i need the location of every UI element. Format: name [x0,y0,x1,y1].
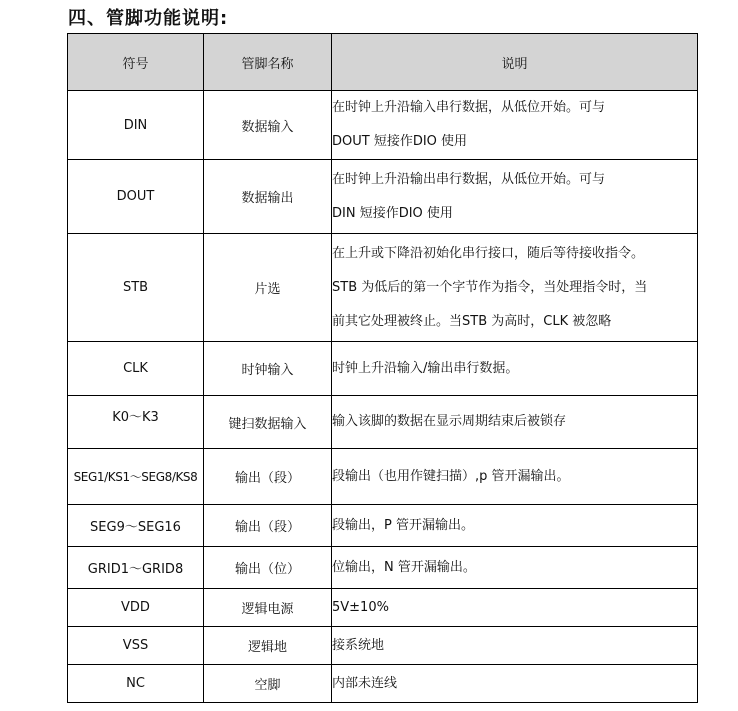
pin-name: 逻辑电源 [204,589,332,627]
pin-description [332,396,698,449]
pin-symbol: VSS [68,627,204,665]
pin-name: 时钟输入 [204,342,332,396]
section-title: 四、管脚功能说明: [68,8,229,29]
pin-description [332,449,698,505]
pin-name: 键扫数据输入 [204,396,332,449]
pin-description [332,160,698,234]
table-row [68,589,698,627]
table-row [68,547,698,589]
description-line: 时钟上升沿输入/输出串行数据。 [332,360,519,376]
table-row [68,342,698,396]
description-line: DIN 短接作DIO 使用 [332,205,453,221]
pin-symbol: DOUT [68,160,204,234]
pin-description [332,342,698,396]
pin-symbol: DIN [68,91,204,160]
pin-description [332,234,698,342]
pin-description [332,91,698,160]
pin-name: 数据输出 [204,160,332,234]
pin-description [332,665,698,703]
pin-description [332,547,698,589]
header-symbol: 符号 [68,34,204,91]
pin-name: 空脚 [204,665,332,703]
pin-symbol: CLK [68,342,204,396]
description-line: 在时钟上升沿输入串行数据，从低位开始。可与 [332,100,606,115]
pin-name: 片选 [204,234,332,342]
table-row [68,91,698,160]
pin-symbol: STB [68,234,204,342]
pin-symbol: NC [68,665,204,703]
pin-name: 输出（段） [204,449,332,505]
description-line: DOUT 短接作DIO 使用 [332,134,468,149]
table-row [68,627,698,665]
pin-name: 输出（位） [204,547,332,589]
pin-name: 逻辑地 [204,627,332,665]
table-row [68,234,698,342]
table-header-row [68,34,698,91]
pin-symbol: SEG1/KS1～SEG8/KS8 [68,449,204,505]
table-row [68,449,698,505]
table-row [68,505,698,547]
table-row [68,160,698,234]
pin-symbol: VDD [68,589,204,627]
description-line: 段输出，P 管开漏输出。 [332,517,474,533]
table-row [68,665,698,703]
description-line: 在时钟上升沿输出串行数据，从低位开始。可与 [332,171,606,187]
description-line: 在上升或下降沿初始化串行接口，随后等待接收指令。 [332,245,645,261]
pin-name: 数据输入 [204,91,332,160]
table-row [68,396,698,449]
header-description: 说明 [332,34,698,91]
pin-name: 输出（段） [204,505,332,547]
pin-symbol: K0～K3 [68,396,204,449]
pin-symbol: SEG9～SEG16 [68,505,204,547]
pin-description [332,627,698,665]
description-line: STB 为低后的第一个字节作为指令，当处理指令时，当 [332,279,648,295]
description-line: 位输出，N 管开漏输出。 [332,559,476,575]
description-line: 内部未连线 [332,675,398,691]
pin-description [332,505,698,547]
description-line: 段输出（也用作键扫描）,p 管开漏输出。 [332,468,570,484]
header-pin-name: 管脚名称 [204,34,332,91]
description-line: 输入该脚的数据在显示周期结束后被锁存 [332,414,567,429]
description-line: 5V±10% [332,599,389,615]
pin-function-table [67,33,698,703]
description-line: 前其它处理被终止。当STB 为高时，CLK 被忽略 [332,313,612,329]
pin-symbol: GRID1～GRID8 [68,547,204,589]
description-line: 接系统地 [332,637,385,653]
pin-description [332,589,698,627]
